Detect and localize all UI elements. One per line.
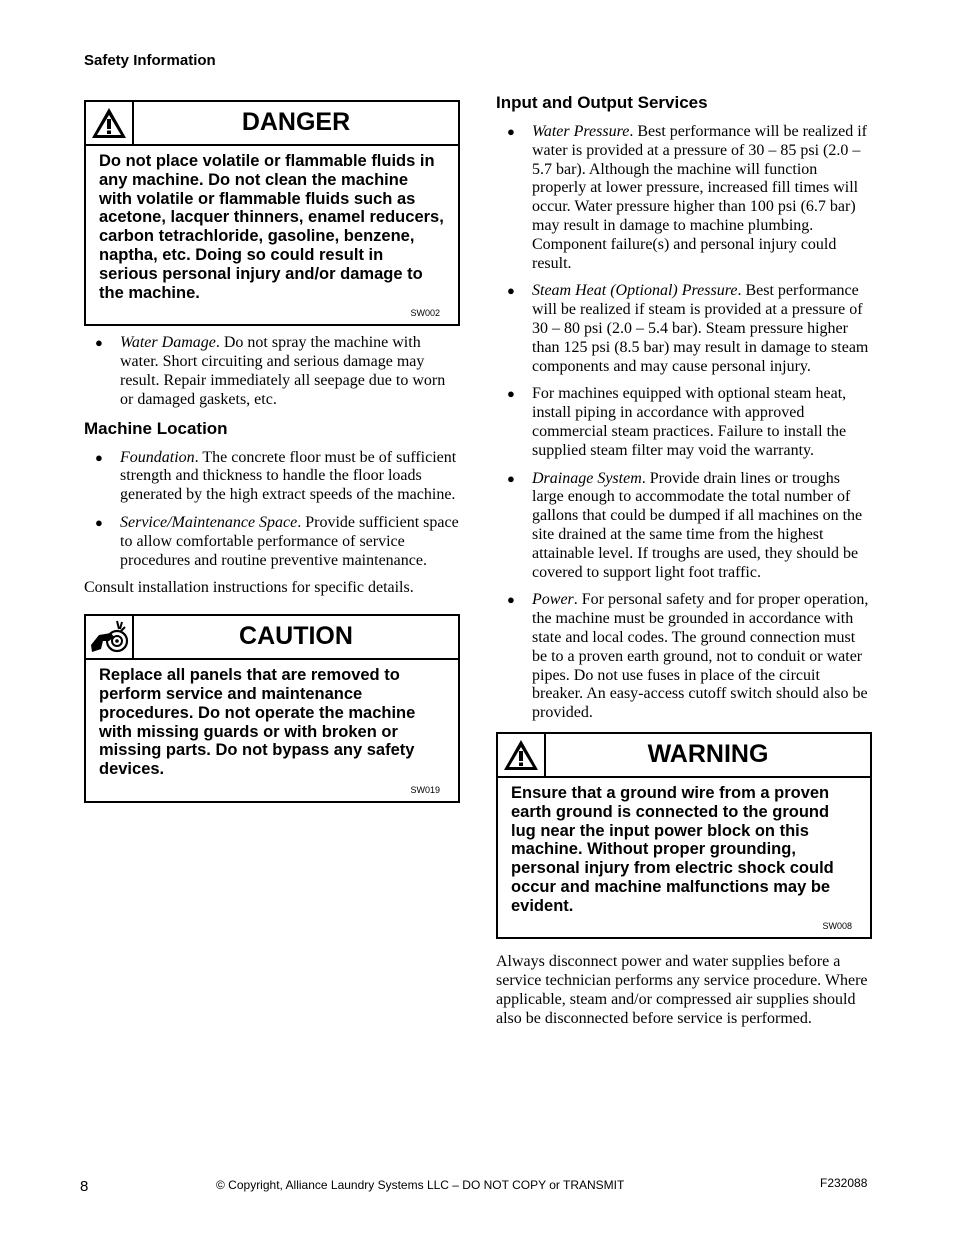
list-item xyxy=(496,123,872,273)
list-item xyxy=(496,282,872,376)
caution-body: Replace all panels that are removed to perform service and maintenance procedures. Do not operate the machine with missing guards or with broken or missing parts. Do not bypass any safety devices. xyxy=(99,666,416,779)
list-item xyxy=(496,470,872,583)
bullet-text: . Best performance will be realized if steam is provided at a pressure of 30 – 80 psi (2.0 – 5.4 bar). Steam pressure higher than 125 psi (8.5 bar) may result in damage to steam components and may cause personal injury. xyxy=(532,282,869,375)
bullet-dot-icon: ● xyxy=(507,386,515,402)
list-item xyxy=(496,385,872,460)
bullet-dot-icon: ● xyxy=(507,124,515,139)
list-item xyxy=(84,334,460,409)
bullet-dot-icon: ● xyxy=(95,449,103,465)
bullet-text: . The concrete floor must be of sufficient strength and thickness to handle the floor loads generated by the high extract speeds of the machine. xyxy=(120,448,457,504)
danger-box xyxy=(84,100,460,326)
bullet-term: Steam Heat (Optional) Pressure xyxy=(532,282,738,300)
bullet-text: For machines equipped with optional steam heat, install piping in accordance with approved commercial steam practices. Failure to install the supplied steam filter may void the warranty. xyxy=(532,385,847,459)
caution-box-header xyxy=(86,616,458,660)
danger-code: SW002 xyxy=(410,308,440,319)
bullet-dot-icon: ● xyxy=(507,283,515,299)
left-bullet-list xyxy=(84,334,460,409)
bullet-text: . For personal safety and for proper operation, the machine must be grounded in accordance with state and local codes. The ground connection must be to a proven earth ground, not to conduit or water pipes. Do not use fuses in place of the circuit breaker. An easy-access cutoff switch should also be provided. xyxy=(532,591,869,722)
list-item xyxy=(496,591,872,723)
machine-location-list xyxy=(84,449,460,571)
bullet-dot-icon: ● xyxy=(507,470,515,486)
page-number: 8 xyxy=(80,1178,89,1195)
copyright-notice: © Copyright, Alliance Laundry Systems LLC – DO NOT COPY or TRANSMIT xyxy=(216,1178,625,1192)
warning-box xyxy=(496,732,872,940)
list-item xyxy=(84,449,460,505)
input-output-heading: Input and Output Services xyxy=(496,93,708,112)
bullet-dot-icon: ● xyxy=(95,335,103,351)
consult-note: Consult installation instructions for specific details. xyxy=(84,579,414,597)
left-column xyxy=(84,100,460,803)
right-column xyxy=(496,93,872,1029)
warning-triangle-icon xyxy=(86,102,134,144)
bullet-term: Drainage System xyxy=(532,469,642,487)
warning-title: WARNING xyxy=(647,739,769,768)
closing-paragraph: Always disconnect power and water supplies before a service technician performs any service procedure. Where applicable, steam and/or compressed air supplies should also be disconnected before service is performed. xyxy=(496,953,868,1027)
bullet-text: . Provide sufficient space to allow comfortable performance of service procedures and routine preventive maintenance. xyxy=(120,513,459,569)
warning-box-header xyxy=(498,734,870,778)
bullet-term: Foundation xyxy=(120,448,195,466)
bullet-text: . Do not spray the machine with water. Short circuiting and serious damage may result. Repair immediately all seepage due to worn or damaged gaskets, etc. xyxy=(120,334,446,408)
caution-box xyxy=(84,614,460,803)
bullet-term: Water Damage xyxy=(120,334,216,352)
document-code: F232088 xyxy=(820,1176,868,1190)
danger-box-header xyxy=(86,102,458,146)
bullet-term: Power xyxy=(532,591,574,609)
machine-location-heading: Machine Location xyxy=(84,418,228,438)
caution-title: CAUTION xyxy=(239,622,353,651)
warning-triangle-icon xyxy=(498,734,546,776)
warning-body: Ensure that a ground wire from a proven earth ground is connected to the ground lug near the input power block on this machine. Without proper grounding, personal injury from electric shock could occur and machine malfunctions may be evident. xyxy=(511,783,834,915)
bullet-dot-icon: ● xyxy=(507,592,515,608)
list-item xyxy=(84,514,460,570)
danger-title: DANGER xyxy=(241,108,351,136)
bullet-term: Service/Maintenance Space xyxy=(120,513,298,531)
input-output-list xyxy=(496,123,872,723)
bullet-term: Water Pressure xyxy=(532,123,630,140)
caution-code: SW019 xyxy=(410,784,440,795)
bullet-text: . Best performance will be realized if water is provided at a pressure of 30 – 85 psi (2.0 – 5.7 bar). Although the machine will function properly at lower pressure, increased fill times will occur. Water pressure higher than 100 psi (6.7 bar) may result in damage to machine plumbing. Component failure(s) and personal injury could result. xyxy=(532,123,867,272)
danger-body: Do not place volatile or flammable fluids in any machine. Do not clean the machine with volatile or flammable fluids such as acetone, lacquer thinners, enamel reducers, carbon tetrachloride, gasoline, benzene, naptha, etc. Doing so could result in serious personal injury and/or damage to the machine. xyxy=(99,152,444,302)
section-header: Safety Information xyxy=(84,52,216,69)
bullet-dot-icon: ● xyxy=(95,514,103,530)
hand-entanglement-icon xyxy=(86,616,134,658)
warning-code: SW008 xyxy=(822,921,852,932)
bullet-text: . Provide drain lines or troughs large enough to accommodate the total number of gallons that could be dumped if all machines on the site drained at the same time from the highest attainable level. If troughs are used, they should be covered to support light foot traffic. xyxy=(532,469,863,581)
